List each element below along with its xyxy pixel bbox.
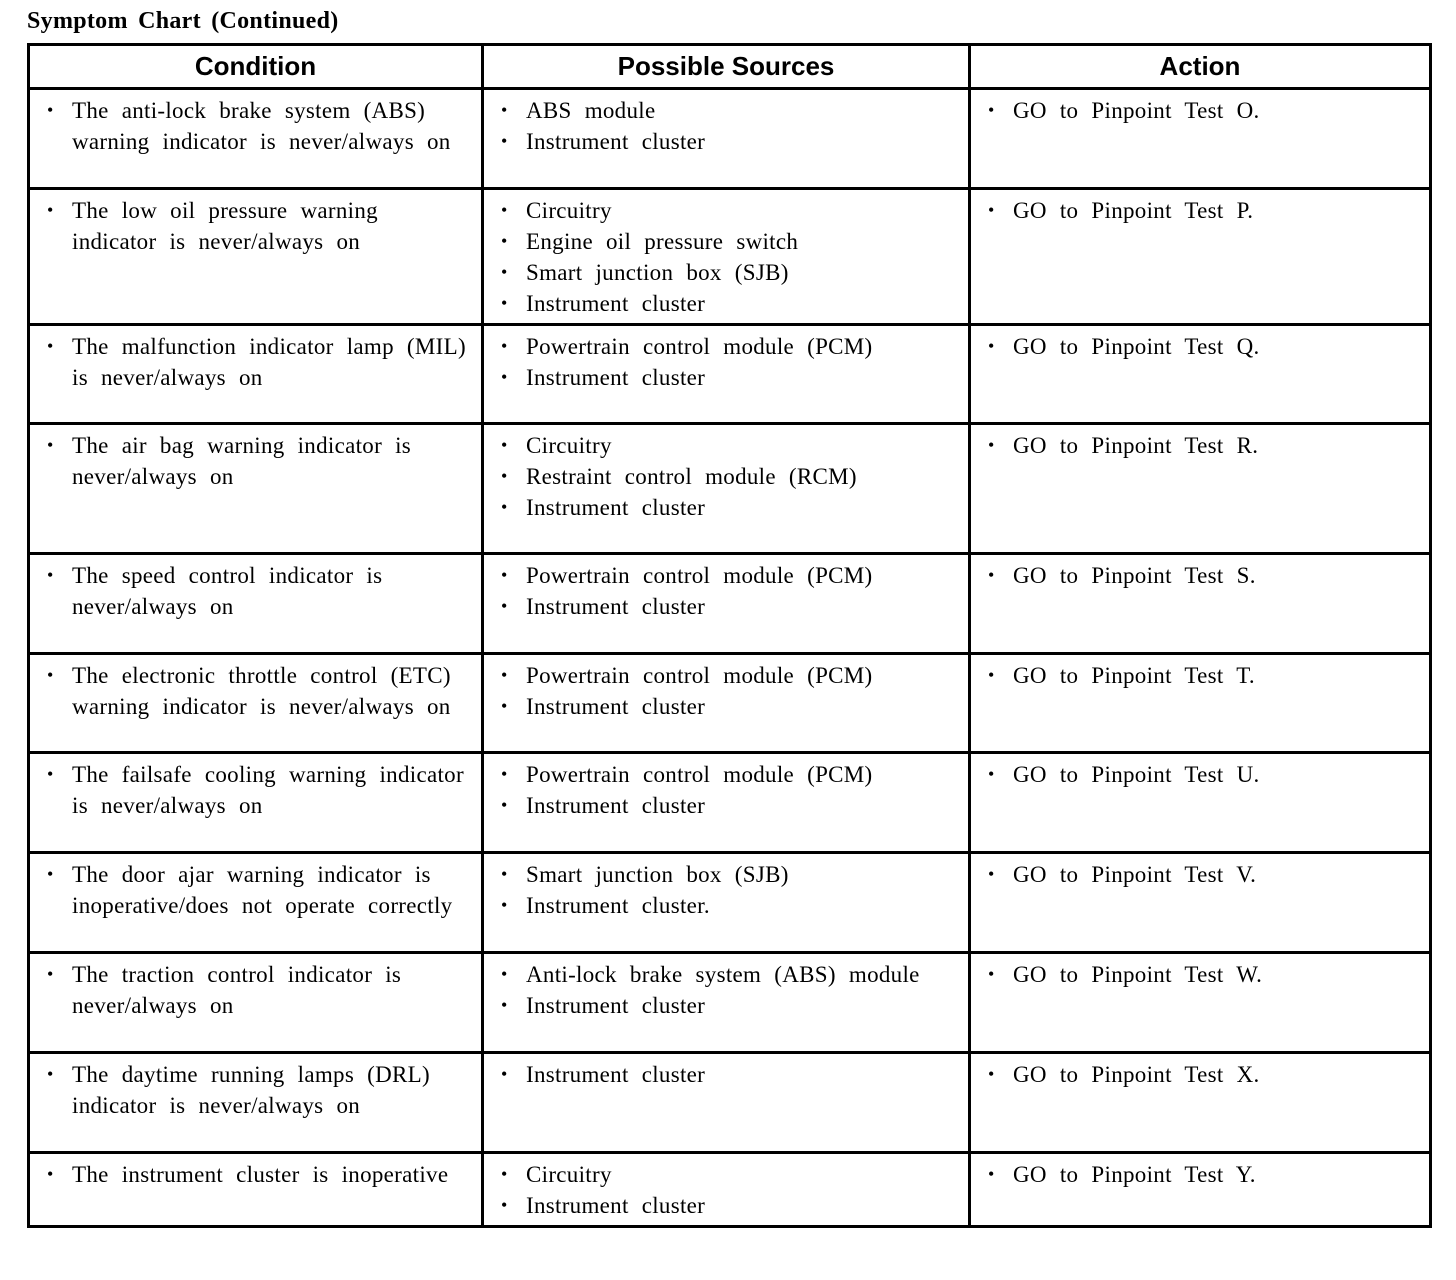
bullet-icon: • [501, 795, 508, 815]
action-bullet-item [971, 95, 1423, 126]
table-row [29, 853, 1431, 953]
sources-text: Smart junction box (SJB) [526, 260, 789, 285]
bullet-icon: • [988, 565, 995, 585]
bullet-icon: • [501, 100, 508, 120]
action-cell [970, 89, 1431, 189]
condition-text: The instrument cluster is inoperative [72, 1162, 449, 1187]
bullet-icon: • [988, 864, 995, 884]
sources-bullet-item [484, 195, 962, 226]
sources-bullet-item [484, 461, 962, 492]
bullet-icon: • [501, 964, 508, 984]
sources-cell [483, 1153, 970, 1227]
action-cell [970, 424, 1431, 554]
table-row [29, 1153, 1431, 1227]
table-row [29, 325, 1431, 424]
table-row [29, 89, 1431, 189]
sources-bullet-item [484, 660, 962, 691]
bullet-icon: • [988, 764, 995, 784]
action-text: GO to Pinpoint Test O. [1013, 98, 1260, 123]
condition-text: The malfunction indicator lamp (MIL) is never/always on [72, 334, 466, 390]
bullet-icon: • [501, 435, 508, 455]
bullet-icon: • [501, 367, 508, 387]
bullet-icon: • [47, 1164, 54, 1184]
action-cell [970, 853, 1431, 953]
condition-bullet-item [30, 95, 475, 157]
condition-text: The failsafe cooling warning indicator is never/always on [72, 762, 464, 818]
column-header-condition: Condition [29, 45, 483, 89]
sources-text: Instrument cluster [526, 793, 706, 818]
bullet-icon: • [501, 995, 508, 1015]
sources-bullet-item [484, 226, 962, 257]
bullet-icon: • [988, 435, 995, 455]
action-bullet-item [971, 560, 1423, 591]
action-bullet-item [971, 430, 1423, 461]
sources-text: ABS module [526, 98, 656, 123]
sources-text: Powertrain control module (PCM) [526, 663, 873, 688]
action-cell [970, 325, 1431, 424]
sources-text: Circuitry [526, 1162, 612, 1187]
sources-text: Instrument cluster [526, 365, 706, 390]
action-bullet-item [971, 959, 1423, 990]
sources-text: Instrument cluster. [526, 893, 710, 918]
table-row [29, 1053, 1431, 1153]
action-bullet-item [971, 1059, 1423, 1090]
action-bullet-item [971, 660, 1423, 691]
bullet-icon: • [988, 336, 995, 356]
sources-bullet-item [484, 859, 962, 890]
condition-cell [29, 325, 483, 424]
bullet-icon: • [988, 964, 995, 984]
action-text: GO to Pinpoint Test U. [1013, 762, 1260, 787]
bullet-icon: • [47, 200, 54, 220]
condition-cell [29, 554, 483, 654]
condition-bullet-item [30, 1159, 475, 1190]
bullet-icon: • [501, 596, 508, 616]
bullet-icon: • [501, 1195, 508, 1215]
table-row [29, 554, 1431, 654]
condition-bullet-item [30, 660, 475, 722]
action-bullet-item [971, 859, 1423, 890]
sources-bullet-item [484, 759, 962, 790]
bullet-icon: • [988, 200, 995, 220]
sources-text: Instrument cluster [526, 1193, 706, 1218]
column-header-possible-sources: Possible Sources [483, 45, 970, 89]
sources-bullet-item [484, 990, 962, 1021]
bullet-icon: • [501, 231, 508, 251]
sources-bullet-item [484, 890, 962, 921]
symptom-chart-table [27, 43, 1432, 1228]
sources-text: Powertrain control module (PCM) [526, 563, 873, 588]
bullet-icon: • [501, 665, 508, 685]
sources-bullet-item [484, 95, 962, 126]
condition-text: The speed control indicator is never/always on [72, 563, 383, 619]
condition-cell [29, 853, 483, 953]
condition-text: The traction control indicator is never/always on [72, 962, 402, 1018]
sources-cell [483, 89, 970, 189]
sources-bullet-item [484, 492, 962, 523]
sources-text: Instrument cluster [526, 1062, 706, 1087]
bullet-icon: • [988, 665, 995, 685]
bullet-icon: • [47, 565, 54, 585]
bullet-icon: • [47, 764, 54, 784]
sources-text: Anti-lock brake system (ABS) module [526, 962, 920, 987]
bullet-icon: • [501, 1064, 508, 1084]
sources-text: Instrument cluster [526, 495, 706, 520]
sources-cell [483, 325, 970, 424]
sources-text: Circuitry [526, 198, 612, 223]
condition-cell [29, 654, 483, 753]
action-cell [970, 554, 1431, 654]
action-bullet-item [971, 331, 1423, 362]
condition-cell [29, 89, 483, 189]
sources-cell [483, 189, 970, 325]
action-text: GO to Pinpoint Test W. [1013, 962, 1263, 987]
action-bullet-item [971, 1159, 1423, 1190]
action-cell [970, 753, 1431, 853]
action-bullet-item [971, 759, 1423, 790]
sources-bullet-item [484, 1190, 962, 1221]
condition-bullet-item [30, 430, 475, 492]
condition-text: The daytime running lamps (DRL) indicator is never/always on [72, 1062, 430, 1118]
bullet-icon: • [47, 435, 54, 455]
sources-cell [483, 853, 970, 953]
sources-cell [483, 753, 970, 853]
table-header-row [29, 45, 1431, 89]
table-row [29, 654, 1431, 753]
sources-bullet-item [484, 959, 962, 990]
action-text: GO to Pinpoint Test R. [1013, 433, 1259, 458]
table-row [29, 953, 1431, 1053]
sources-text: Engine oil pressure switch [526, 229, 799, 254]
table-row [29, 189, 1431, 325]
condition-cell [29, 424, 483, 554]
bullet-icon: • [501, 696, 508, 716]
sources-text: Instrument cluster [526, 694, 706, 719]
condition-bullet-item [30, 759, 475, 821]
bullet-icon: • [501, 200, 508, 220]
sources-cell [483, 554, 970, 654]
action-cell [970, 1153, 1431, 1227]
sources-text: Circuitry [526, 433, 612, 458]
sources-text: Restraint control module (RCM) [526, 464, 857, 489]
sources-cell [483, 1053, 970, 1153]
column-header-action: Action [970, 45, 1431, 89]
condition-text: The low oil pressure warning indicator is never/always on [72, 198, 378, 254]
sources-text: Instrument cluster [526, 129, 706, 154]
condition-text: The door ajar warning indicator is inoperative/does not operate correctly [72, 862, 453, 918]
sources-text: Instrument cluster [526, 291, 706, 316]
sources-text: Smart junction box (SJB) [526, 862, 789, 887]
action-bullet-item [971, 195, 1423, 226]
bullet-icon: • [988, 1064, 995, 1084]
condition-bullet-item [30, 331, 475, 393]
action-text: GO to Pinpoint Test S. [1013, 563, 1256, 588]
action-text: GO to Pinpoint Test Q. [1013, 334, 1260, 359]
condition-cell [29, 753, 483, 853]
bullet-icon: • [501, 131, 508, 151]
bullet-icon: • [47, 336, 54, 356]
condition-bullet-item [30, 959, 475, 1021]
action-cell [970, 1053, 1431, 1153]
bullet-icon: • [501, 1164, 508, 1184]
condition-cell [29, 953, 483, 1053]
sources-text: Instrument cluster [526, 594, 706, 619]
condition-cell [29, 189, 483, 325]
sources-bullet-item [484, 362, 962, 393]
page-title: Symptom Chart (Continued) [27, 8, 339, 34]
bullet-icon: • [988, 1164, 995, 1184]
condition-bullet-item [30, 195, 475, 257]
sources-bullet-item [484, 126, 962, 157]
action-text: GO to Pinpoint Test V. [1013, 862, 1257, 887]
table-row [29, 753, 1431, 853]
bullet-icon: • [47, 864, 54, 884]
sources-bullet-item [484, 430, 962, 461]
action-cell [970, 189, 1431, 325]
sources-bullet-item [484, 331, 962, 362]
sources-bullet-item [484, 591, 962, 622]
sources-bullet-item [484, 288, 962, 319]
action-text: GO to Pinpoint Test Y. [1013, 1162, 1256, 1187]
condition-bullet-item [30, 560, 475, 622]
sources-bullet-item [484, 691, 962, 722]
bullet-icon: • [501, 764, 508, 784]
table-row [29, 424, 1431, 554]
condition-cell [29, 1153, 483, 1227]
condition-bullet-item [30, 859, 475, 921]
sources-text: Powertrain control module (PCM) [526, 334, 873, 359]
bullet-icon: • [501, 293, 508, 313]
action-text: GO to Pinpoint Test T. [1013, 663, 1255, 688]
bullet-icon: • [501, 336, 508, 356]
bullet-icon: • [501, 864, 508, 884]
bullet-icon: • [501, 466, 508, 486]
bullet-icon: • [47, 665, 54, 685]
bullet-icon: • [47, 100, 54, 120]
condition-bullet-item [30, 1059, 475, 1121]
sources-cell [483, 424, 970, 554]
bullet-icon: • [501, 895, 508, 915]
sources-text: Instrument cluster [526, 993, 706, 1018]
sources-cell [483, 953, 970, 1053]
sources-bullet-item [484, 1059, 962, 1090]
condition-text: The electronic throttle control (ETC) warning indicator is never/always on [72, 663, 451, 719]
action-cell [970, 953, 1431, 1053]
action-cell [970, 654, 1431, 753]
action-text: GO to Pinpoint Test P. [1013, 198, 1254, 223]
condition-text: The anti-lock brake system (ABS) warning indicator is never/always on [72, 98, 451, 154]
condition-cell [29, 1053, 483, 1153]
bullet-icon: • [47, 1064, 54, 1084]
action-text: GO to Pinpoint Test X. [1013, 1062, 1260, 1087]
condition-text: The air bag warning indicator is never/always on [72, 433, 412, 489]
sources-bullet-item [484, 560, 962, 591]
bullet-icon: • [501, 497, 508, 517]
bullet-icon: • [501, 262, 508, 282]
sources-cell [483, 654, 970, 753]
bullet-icon: • [988, 100, 995, 120]
bullet-icon: • [47, 964, 54, 984]
sources-bullet-item [484, 257, 962, 288]
sources-bullet-item [484, 790, 962, 821]
symptom-table-body [29, 89, 1431, 1227]
sources-bullet-item [484, 1159, 962, 1190]
bullet-icon: • [501, 565, 508, 585]
sources-text: Powertrain control module (PCM) [526, 762, 873, 787]
